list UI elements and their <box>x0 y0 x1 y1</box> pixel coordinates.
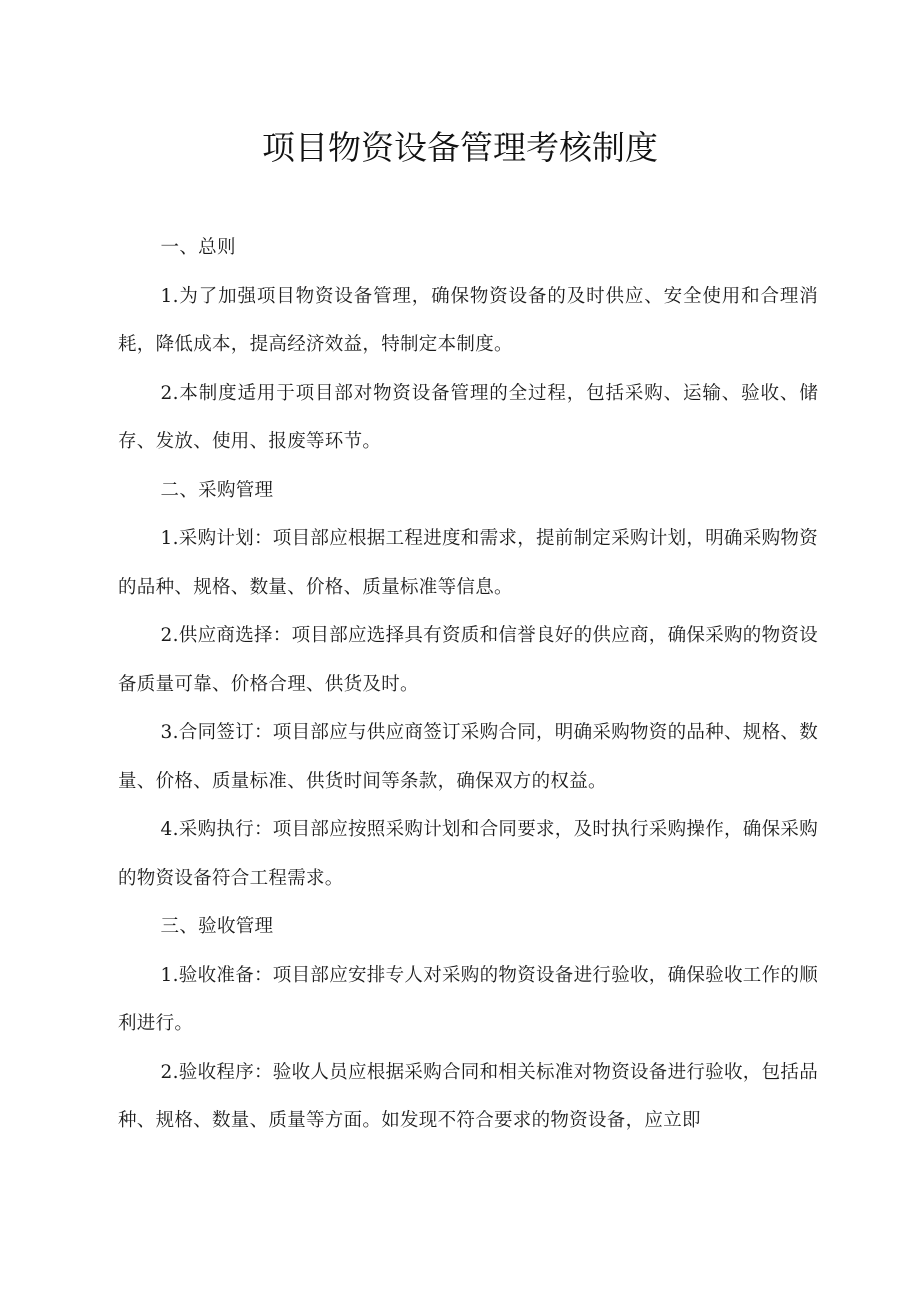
paragraph: 1.采购计划：项目部应根据工程进度和需求，提前制定采购计划，明确采购物资的品种、规格、数量、价格、质量标准等信息。 <box>118 528 819 598</box>
paragraph: 4.采购执行：项目部应按照采购计划和合同要求，及时执行采购操作，确保采购的物资设备符合工程需求。 <box>118 819 819 889</box>
paragraph: 2.供应商选择：项目部应选择具有资质和信誉良好的供应商，确保采购的物资设备质量可靠、价格合理、供货及时。 <box>118 625 819 695</box>
paragraph: 2.本制度适用于项目部对物资设备管理的全过程，包括采购、运输、验收、储存、发放、使用、报废等环节。 <box>118 382 818 452</box>
paragraph: 1.验收准备：项目部应安排专人对采购的物资设备进行验收，确保验收工作的顺利进行。 <box>118 964 819 1034</box>
section-heading-general: 一、总则 <box>160 237 236 258</box>
document-body <box>118 224 818 1146</box>
paragraph: 1.为了加强项目物资设备管理，确保物资设备的及时供应、安全使用和合理消耗，降低成本，提高经济效益，特制定本制度。 <box>118 285 818 355</box>
document-title: 项目物资设备管理考核制度 <box>262 128 658 167</box>
paragraph: 2.验收程序：验收人员应根据采购合同和相关标准对物资设备进行验收，包括品种、规格、数量、质量等方面。如发现不符合要求的物资设备，应立即 <box>118 1061 819 1131</box>
section-heading-procurement: 二、采购管理 <box>160 479 274 501</box>
section-heading-acceptance: 三、验收管理 <box>160 916 274 937</box>
paragraph: 3.合同签订：项目部应与供应商签订采购合同，明确采购物资的品种、规格、数量、价格、质量标准、供货时间等条款，确保双方的权益。 <box>118 722 819 792</box>
